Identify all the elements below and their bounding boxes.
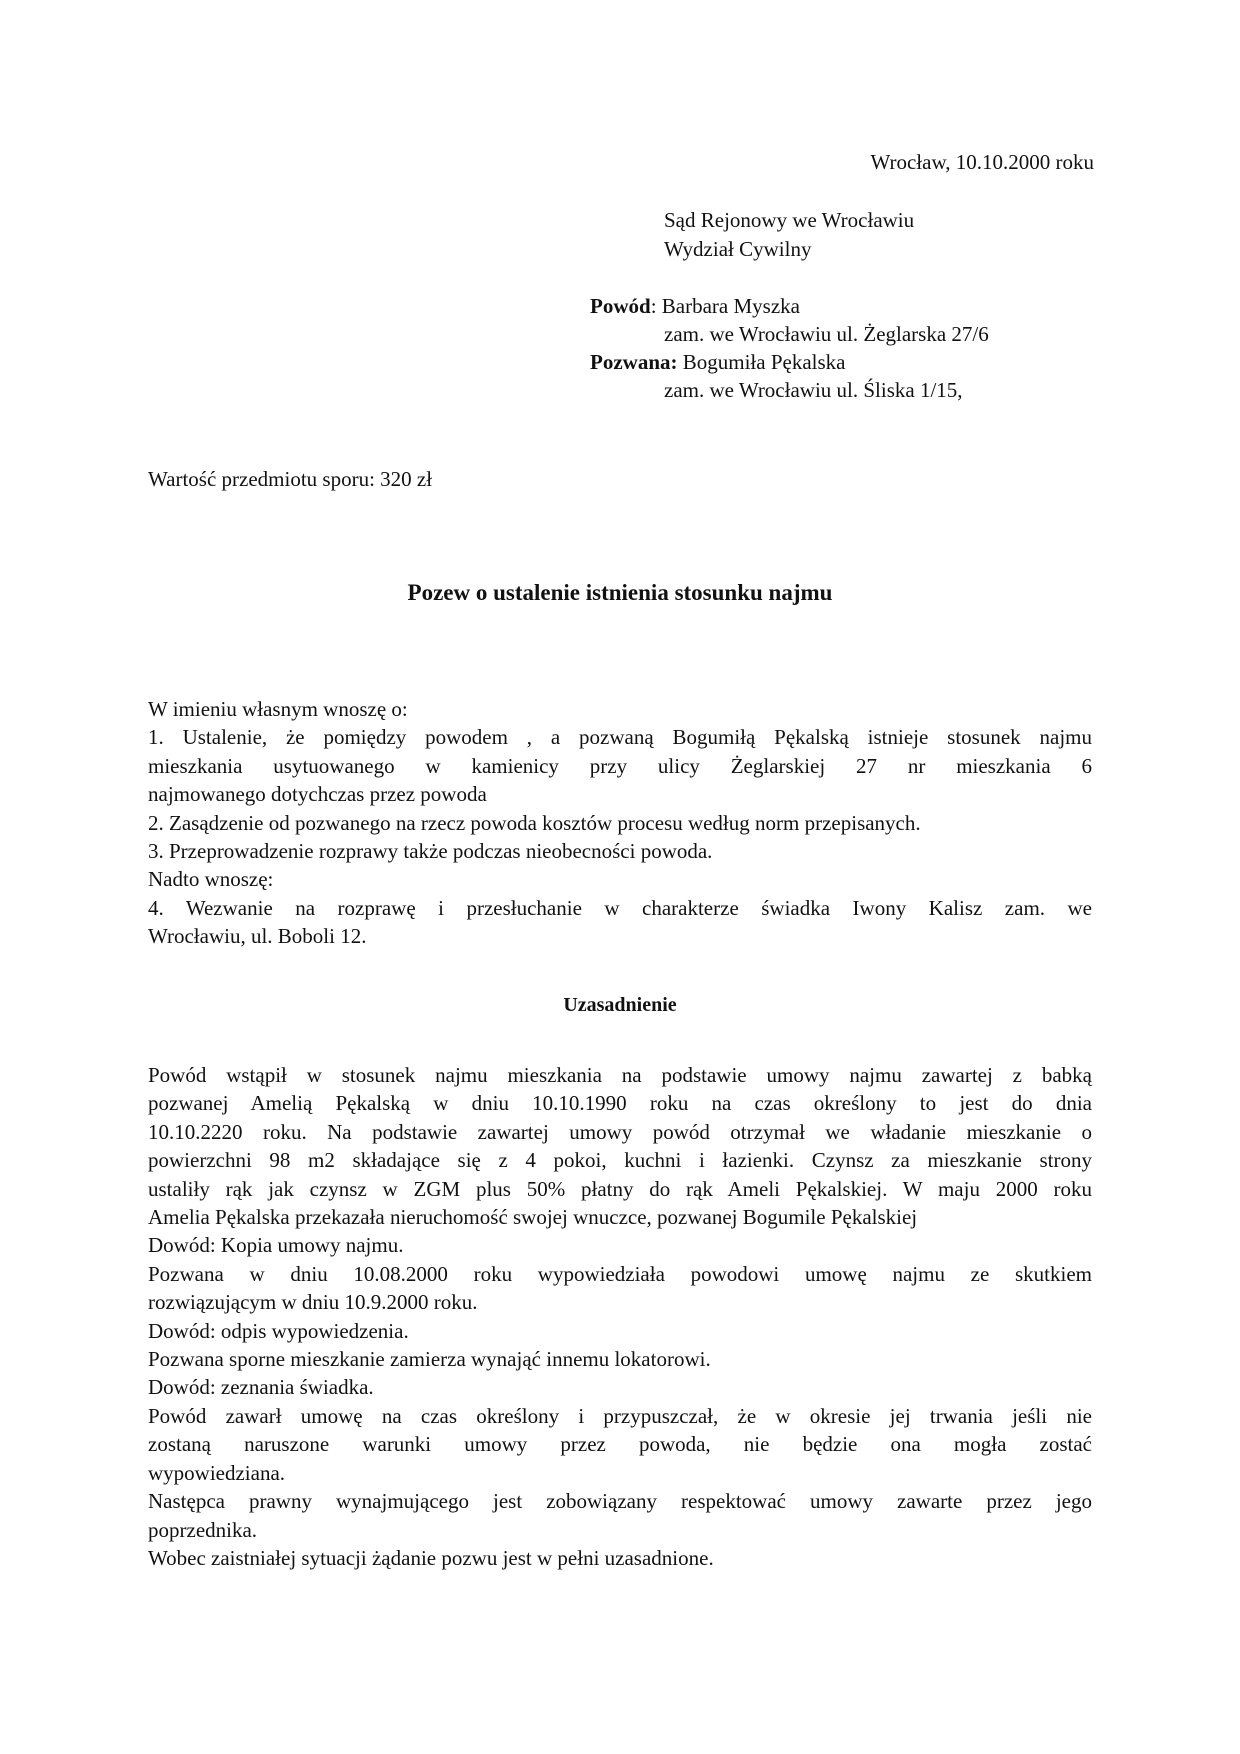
defendant-address: zam. we Wrocławiu ul. Śliska 1/15, <box>664 378 963 402</box>
defendant-name: Bogumiła Pękalska <box>677 350 846 374</box>
justification-line: poprzednika. <box>148 1517 258 1542</box>
justification-line: zostaną naruszone warunki umowy przez powoda, nie będzie ona mogła zostać <box>148 1432 1092 1457</box>
justification-line: Dowód: odpis wypowiedzenia. <box>148 1318 409 1343</box>
justification-line: Amelia Pękalska przekazała nieruchomość swojej wnuczce, pozwanej Bogumile Pękalskiej <box>148 1205 918 1230</box>
request-line: 1. Ustalenie, że pomiędzy powodem , a pozwaną Bogumiłą Pękalską istnieje stosunek najmu <box>148 725 1092 750</box>
justification-line: ustaliły rąk jak czynsz w ZGM plus 50% płatny do rąk Ameli Pękalskiej. W maju 2000 roku <box>148 1176 1092 1201</box>
justification-line: pozwanej Amelią Pękalską w dniu 10.10.1990 roku na czas określony to jest do dnia <box>148 1091 1092 1116</box>
requests-intro: W imieniu własnym wnoszę o: <box>148 697 408 721</box>
plaintiff-label: Powód <box>590 294 651 318</box>
defendant-row <box>590 348 989 376</box>
justification-line: rozwiązującym w dniu 10.9.2000 roku. <box>148 1290 478 1315</box>
requests-list <box>148 723 1092 950</box>
request-line: 3. Przeprowadzenie rozprawy także podczas nieobecności powoda. <box>148 839 713 864</box>
justification-line: wypowiedziana. <box>148 1460 286 1485</box>
justification-line: 10.10.2220 roku. Na podstawie zawartej umowy powód otrzymał we władanie mieszkanie o <box>148 1119 1092 1144</box>
justification-line: Pozwana w dniu 10.08.2000 roku wypowiedziała powodowi umowę najmu ze skutkiem <box>148 1261 1092 1286</box>
court-name: Sąd Rejonowy we Wrocławiu <box>664 208 915 232</box>
justification-line: Powód wstąpił w stosunek najmu mieszkania na podstawie umowy najmu zawartej z babką <box>148 1063 1092 1087</box>
defendant-label: Pozwana: <box>590 350 678 374</box>
request-line: mieszkania usytuowanego w kamienicy przy ulicy Żeglarskiej 27 nr mieszkania 6 <box>148 753 1092 778</box>
request-line: 4. Wezwanie na rozprawę i przesłuchanie w charakterze świadka Iwony Kalisz zam. we <box>148 895 1092 920</box>
request-line: najmowanego dotychczas przez powoda <box>148 782 487 807</box>
justification-line: Wobec zaistniałej sytuacji żądanie pozwu jest w pełni uzasadnione. <box>148 1545 714 1570</box>
requests-section <box>148 695 1092 951</box>
place-date: Wrocław, 10.10.2000 roku <box>870 150 1094 174</box>
dispute-value: Wartość przedmiotu sporu: 320 zł <box>148 467 433 491</box>
justification-line: Powód zawarł umowę na czas określony i przypuszczał, że w okresie jej trwania jeśli nie <box>148 1403 1092 1428</box>
justification-section <box>148 1061 1092 1572</box>
justification-line: Dowód: zeznania świadka. <box>148 1375 374 1400</box>
justification-heading: Uzasadnienie <box>563 994 677 1016</box>
request-line: 2. Zasądzenie od pozwanego na rzecz powoda kosztów procesu według norm przepisanych. <box>148 810 921 835</box>
plaintiff-name: : Barbara Myszka <box>650 294 800 318</box>
justification-line: Pozwana sporne mieszkanie zamierza wynająć innemu lokatorowi. <box>148 1347 711 1372</box>
parties-block <box>590 292 989 404</box>
request-line: Wrocławiu, ul. Boboli 12. <box>148 924 367 949</box>
court-address-block <box>664 206 914 264</box>
justification-line: Dowód: Kopia umowy najmu. <box>148 1233 404 1258</box>
document-title: Pozew o ustalenie istnienia stosunku najmu <box>407 580 833 605</box>
request-line: Nadto wnoszę: <box>148 867 274 892</box>
plaintiff-row <box>590 292 989 320</box>
justification-line: powierzchni 98 m2 składające się z 4 pokoi, kuchni i łazienki. Czynsz za mieszkanie strony <box>148 1148 1092 1173</box>
court-division: Wydział Cywilny <box>664 237 812 261</box>
plaintiff-address: zam. we Wrocławiu ul. Żeglarska 27/6 <box>664 322 989 346</box>
justification-line: Następca prawny wynajmującego jest zobowiązany respektować umowy zawarte przez jego <box>148 1489 1092 1514</box>
justification-text <box>148 1061 1092 1572</box>
